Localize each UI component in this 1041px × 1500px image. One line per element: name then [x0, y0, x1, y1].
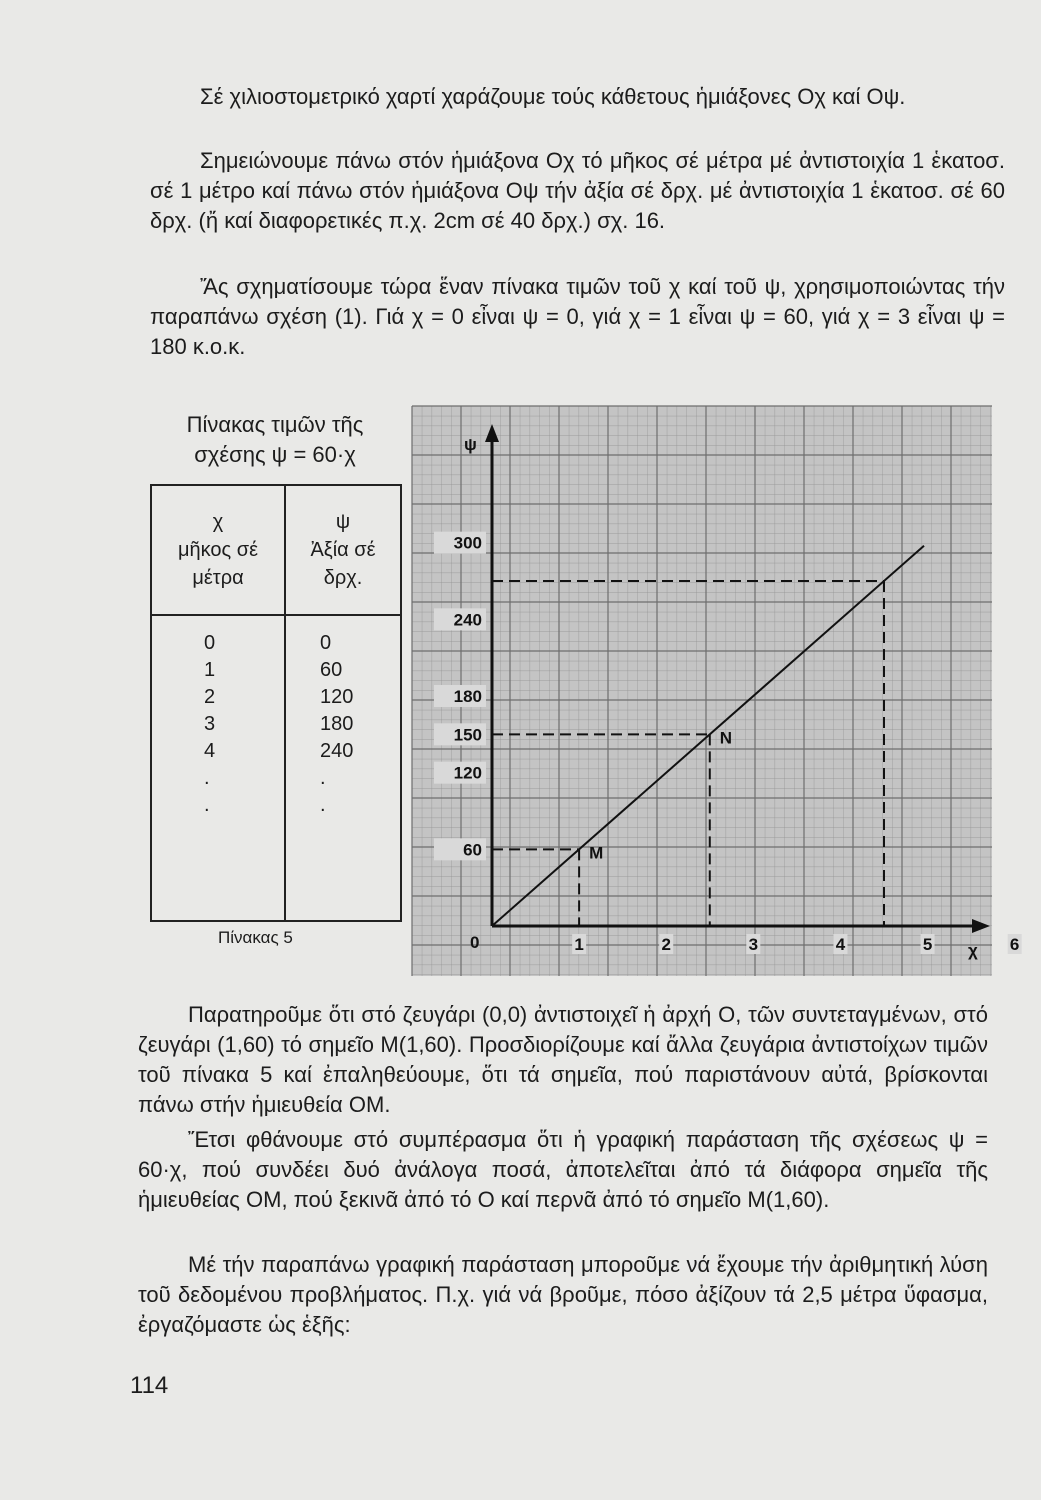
x-header-line1: μῆκος σέ [178, 539, 258, 561]
x-header-line2: μέτρα [192, 567, 244, 589]
page-number: 114 [130, 1372, 169, 1399]
y-value: . [320, 794, 326, 816]
x-value: 4 [204, 740, 216, 762]
x-value: 3 [204, 713, 216, 735]
paragraph-observation-text: Παρατηροῦμε ὅτι στό ζευγάρι (0,0) ἀντιστοιχεῖ ἡ ἀρχή Ο, τῶν συντεταγμένων, στό ζευγάρι (1,60) τό σημεῖο Μ(1,60). Προσδιορίζουμε καί ἄλλα ζευγάρια ἀντιστοίχων τιμῶν τοῦ πίνακα 5 καί ἐπαληθεύουμε, ὅτι τά σημεῖα, πού παριστάνουν αὐτά, βρίσκονται πάνω στήν ἡμιευθεία ΟΜ. [138, 1002, 988, 1117]
x-tick-label: 5 [922, 935, 933, 954]
x-tick-label: 1 [574, 935, 584, 954]
table-body-row [151, 615, 401, 921]
paragraph-axes-text: Σέ χιλιοστομετρικό χαρτί χαράζουμε τούς κάθετους ἡμιάξονες Οχ καί Οψ. [200, 84, 906, 109]
paragraph-axes [150, 82, 1005, 112]
x-tick-label: 3 [748, 935, 759, 954]
y-header-line1: Ἀξία σέ [310, 539, 376, 561]
paragraph-scale-text: Σημειώνουμε πάνω στόν ἡμιάξονα Οχ τό μῆκος σέ μέτρα μέ ἀντιστοιχία 1 ἑκατοσ. σέ 1 μέτρο καί πάνω στόν ἡμιάξονα Οψ τήν ἀξία σέ δρχ. μέ ἀντιστοιχία 1 ἑκατοσ. σέ 60 δρχ. (ἤ καί διαφορετικές π.χ. 2cm σέ 40 δρχ.) σχ. 16. [150, 148, 1005, 233]
x-tick-label: 6 [1009, 935, 1020, 954]
x-value: . [204, 767, 210, 789]
point-m-label: M [589, 843, 604, 863]
y-value: 0 [320, 632, 332, 654]
y-tick-label: 180 [453, 687, 482, 706]
paragraph-conclusion [138, 1125, 988, 1215]
origin-label: 0 [470, 933, 480, 952]
table-number-label: Πίνακας 5 [218, 928, 293, 947]
point-n-label: N [719, 728, 733, 748]
paragraph-observation [138, 1000, 988, 1120]
x-value: 2 [204, 686, 216, 708]
y-tick-label: 120 [453, 763, 482, 783]
linear-graph [412, 406, 1020, 976]
paragraph-table-intro [150, 272, 1005, 362]
y-tick-label: 300 [453, 533, 482, 553]
paragraph-table-intro-text: Ἄς σχηματίσουμε τώρα ἕναν πίνακα τιμῶν τοῦ χ καί τοῦ ψ, χρησιμοποιώντας τήν παραπάνω σχέση (1). Γιά χ = 0 εἶναι ψ = 0, γιά χ = 1 εἶναι ψ = 60, γιά χ = 3 εἶναι ψ = 180 κ.ο.κ. [150, 274, 1005, 359]
x-value: . [204, 794, 210, 816]
x-tick-label: 2 [661, 935, 671, 954]
table-caption-line1: Πίνακας τιμῶν τῆς [186, 412, 364, 437]
x-column-header [151, 485, 285, 615]
x-value: 1 [204, 659, 216, 681]
y-tick-label: 150 [453, 725, 482, 745]
y-header-line2: δρχ. [323, 567, 363, 589]
y-header-symbol: ψ [335, 511, 351, 533]
paragraph-scale [150, 146, 1005, 236]
paragraph-conclusion-text: Ἔτσι φθάνουμε στό συμπέρασμα ὅτι ἡ γραφική παράσταση τῆς σχέσεως ψ = 60·χ, πού συνδέει δυό ἀνάλογα ποσά, ἀποτελεῖται ἀπό τά διάφορα σημεῖα τῆς ἡμιευθείας ΟΜ, πού ξεκινᾶ ἀπό τό Ο καί περνᾶ ἀπό τό σημεῖο Μ(1,60). [138, 1127, 988, 1212]
y-value: . [320, 767, 326, 789]
x-value: 0 [204, 632, 216, 654]
paragraph-example [138, 1250, 988, 1340]
x-values-cell [151, 615, 285, 921]
graph-paper-grid [412, 406, 992, 976]
y-value: 180 [320, 713, 354, 735]
paragraph-example-text: Μέ τήν παραπάνω γραφική παράσταση μποροῦμε νά ἔχουμε τήν ἀριθμητική λύση τοῦ δεδομένου προβλήματος. Π.χ. γιά νά βροῦμε, πόσο ἀξίζουν τά 2,5 μέτρα ὕφασμα, ἐργαζόμαστε ὡς ἑξῆς: [138, 1252, 988, 1337]
table-header-row [151, 485, 401, 615]
values-table [150, 484, 402, 922]
y-axis-name: ψ [464, 435, 477, 454]
table-caption-line2: σχέσης ψ = 60·χ [194, 442, 356, 467]
y-value: 120 [320, 686, 354, 708]
x-header-symbol: χ [212, 511, 224, 533]
x-axis-name: χ [968, 941, 978, 960]
x-tick-label: 4 [835, 935, 846, 954]
y-column-header [285, 485, 401, 615]
y-value: 240 [320, 740, 354, 762]
table-caption [150, 410, 400, 470]
y-value: 60 [320, 659, 343, 681]
y-values-cell [285, 615, 401, 921]
y-tick-label: 240 [453, 610, 482, 630]
y-tick-label: 60 [463, 840, 482, 860]
